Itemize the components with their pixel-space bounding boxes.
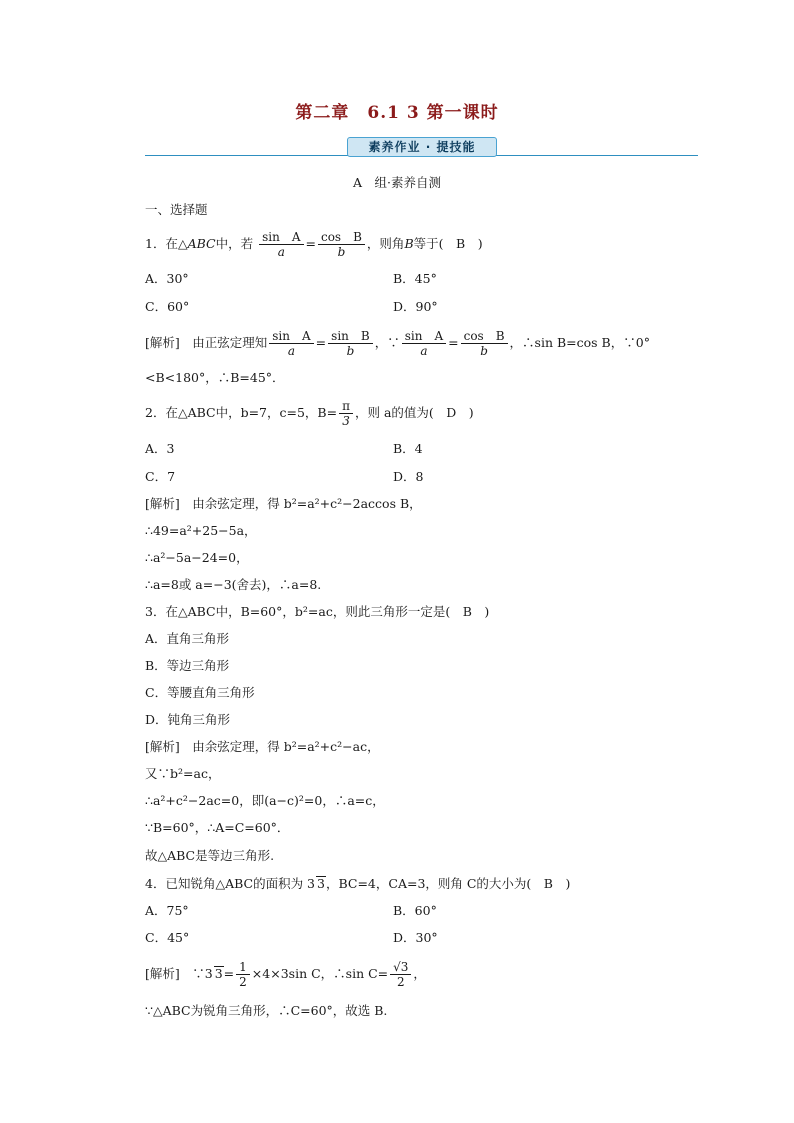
question-4-stem: 4．已知锐角△ABC的面积为 3 3，BC=4，CA=3，则角 C的大小为( B ) <box>145 876 571 891</box>
q1-solution-line-2: <B<180°，∴B=45°． <box>145 370 285 385</box>
fraction: $\frac{\text{cos B}}{b}$ <box>461 329 508 358</box>
q3-solution-line-5: 故△ABC是等边三角形. <box>145 848 275 863</box>
fraction: $\frac{\text{sin B}}{b}$ <box>328 329 373 358</box>
q1-solution: [解析] 由正弦定理知 $\frac{\text{sin A}}{a}$ = $\frac{\text{sin B}}{b}$ ，∵ $\frac{\text{sin A}}{a}$ = $\frac{\text{cos B}}{b}$ ，∴sin B=cos B，∵0° <box>145 329 650 358</box>
section-banner <box>145 136 698 158</box>
q1-option-b: B．45° <box>393 271 437 286</box>
q4-option-b: B．60° <box>393 903 437 918</box>
q2-solution-line-3: ∴a²−5a−24=0， <box>145 550 249 565</box>
q4-option-c: C．45° <box>145 930 190 945</box>
q4-solution-line-2: ∵△ABC为锐角三角形，∴C=60°，故选 B. <box>145 1003 388 1018</box>
q2-option-c: C．7 <box>145 469 176 484</box>
q1-option-a: A．30° <box>145 271 189 286</box>
fraction: $\frac{\text{sin A}}{a}$ <box>269 329 313 358</box>
q4-option-d: D．30° <box>393 930 438 945</box>
q3-option-b: B．等边三角形 <box>145 658 230 673</box>
q3-solution-line-3: ∴a²+c²−2ac=0，即(a−c)²=0，∴a=c， <box>145 793 385 808</box>
sqrt: 3 <box>214 966 223 981</box>
q2-solution-line-1: [解析] 由余弦定理，得 b²=a²+c²−2accos B， <box>145 496 422 511</box>
q4-option-a: A．75° <box>145 903 189 918</box>
q3-option-c: C．等腰直角三角形 <box>145 685 255 700</box>
q2-option-d: D．8 <box>393 469 424 484</box>
fraction: $\frac{\pi}{3}$ <box>339 399 353 428</box>
q3-option-a: A．直角三角形 <box>145 631 230 646</box>
q3-solution-line-4: ∵B=60°，∴A=C=60°． <box>145 820 290 835</box>
group-heading: A 组·素养自测 <box>352 175 441 190</box>
banner-label: 素养作业 · 提技能 <box>347 137 497 157</box>
q1-option-c: C．60° <box>145 299 190 314</box>
fraction: $\frac{\text{cos B}}{b}$ <box>318 230 365 259</box>
question-2-stem: 2．在△ABC中，b=7，c=5，B= $\frac{\pi}{3}$ ，则 a的值为( D ) <box>145 399 474 428</box>
q3-solution-line-2: 又∵b²=ac， <box>145 766 221 781</box>
sqrt: 3 <box>317 876 325 891</box>
q2-solution-line-4: ∴a=8或 a=−3(舍去)，∴a=8. <box>145 577 322 592</box>
q3-solution-line-1: [解析] 由余弦定理，得 b²=a²+c²−ac， <box>145 739 380 754</box>
fraction: $\frac{\text{sin A}}{a}$ <box>402 329 446 358</box>
q2-option-b: B．4 <box>393 441 423 456</box>
question-1-stem: 1．在△ABC中，若 $\frac{\text{sin A}}{a}$ = $\frac{\text{cos B}}{b}$ ，则角B等于( B ) <box>145 230 483 259</box>
q3-option-d: D．钝角三角形 <box>145 712 231 727</box>
fraction: $\frac{√3}{2}$ <box>390 960 411 989</box>
q2-option-a: A．3 <box>145 441 175 456</box>
q2-solution-line-2: ∴49=a²+25−5a， <box>145 523 257 538</box>
fraction: $\frac{1}{2}$ <box>236 960 250 989</box>
q1-option-d: D．90° <box>393 299 438 314</box>
q4-solution: [解析] ∵3 3= $\frac{1}{2}$ ×4×3sin C，∴sin C= $\frac{√3}{2}$ ， <box>145 960 426 989</box>
question-type-heading: 一、选择题 <box>145 202 208 217</box>
fraction: $\frac{\text{sin A}}{a}$ <box>259 230 303 259</box>
question-3-stem: 3．在△ABC中，B=60°，b²=ac，则此三角形一定是( B ) <box>145 604 490 619</box>
page-title: 第二章 6.1 3 第一课时 <box>295 103 499 123</box>
